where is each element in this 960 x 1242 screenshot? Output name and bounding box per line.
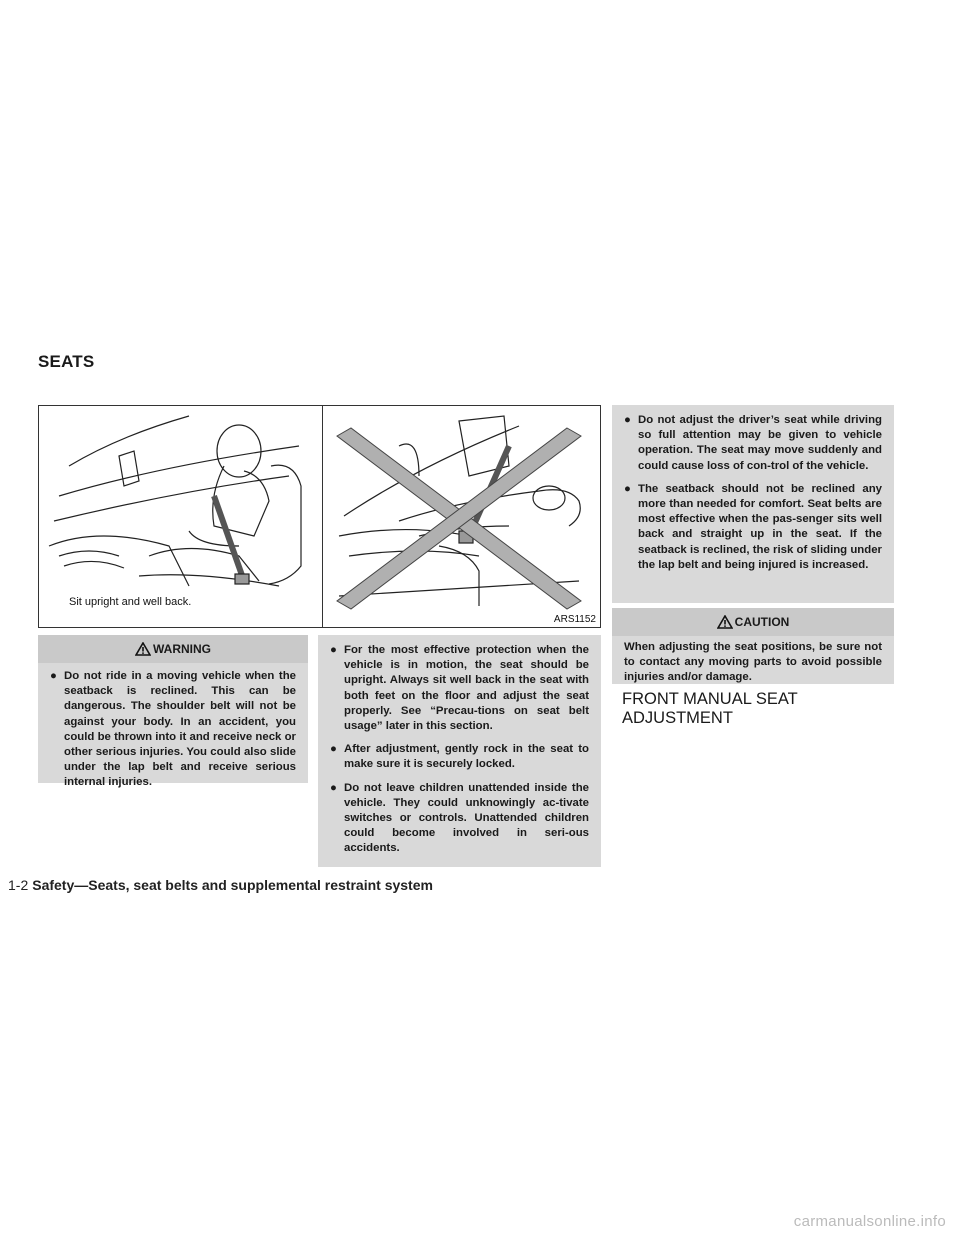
warning-col1-body: [38, 663, 308, 799]
caution-header: [612, 608, 894, 636]
page-footer: [8, 877, 433, 893]
warning-title: WARNING: [153, 642, 211, 656]
footer-chapter: Safety—Seats, seat belts and supplemental restraint system: [32, 877, 433, 893]
subsection-title-line1: FRONT MANUAL SEAT: [622, 690, 798, 708]
warning-icon: [135, 642, 151, 656]
page-number: 1-2: [8, 877, 29, 893]
warning-bullet-text: The seatback should not be reclined any more than needed for comfort. Seat belts are most effective when the pas-senger sits well back and straight up in the seat. If the seatback is reclined, the risk of sliding under the lap belt and being injured is increased.: [638, 482, 882, 571]
warning-bullet-text: For the most effective protection when the vehicle is in motion, the seat should be upright. Always sit well back in the seat with both feet on the floor and adjust the seat properly. See “Precau-tions on seat belt usage” later in this section.: [344, 644, 589, 733]
warning-bullet: [50, 669, 296, 791]
warning-bullet: [624, 413, 882, 474]
warning-bullet: [624, 482, 882, 573]
caution-text: When adjusting the seat positions, be sure not to contact any moving parts to avoid possible injuries and/or damage.: [624, 641, 882, 684]
warning-bullet-text: Do not ride in a moving vehicle when the seatback is reclined. This can be dangerous. The shoulder belt will not be against your body. In an accident, you could be thrown into it and receive neck or other serious injuries. You could also slide under the lap belt and receive serious internal injuries.: [64, 670, 296, 789]
caution-body: [612, 636, 894, 694]
warning-continuation-col2: [318, 635, 601, 867]
warning-bullet-text: Do not adjust the driver’s seat while driving so full attention may be given to vehicle operation. The seat may move suddenly and could cause loss of con-trol of the vehicle.: [638, 414, 882, 472]
subsection-title-line2: ADJUSTMENT: [622, 709, 733, 727]
bullet-mark: ●: [624, 414, 631, 426]
section-heading: SEATS: [38, 352, 95, 371]
caution-icon: [717, 615, 733, 629]
figure-code: ARS1152: [553, 614, 596, 625]
bullet-mark: ●: [50, 670, 57, 682]
warning-continuation-col3: [612, 405, 894, 603]
bullet-mark: ●: [624, 482, 631, 495]
warning-col2-body: [318, 635, 601, 865]
caution-title: CAUTION: [734, 615, 790, 629]
seat-illustration-figure: [38, 405, 601, 628]
warning-bullet: [330, 742, 589, 772]
subsection-title: [622, 690, 798, 728]
bullet-mark: ●: [330, 743, 337, 756]
warning-col3-body: [612, 405, 894, 581]
warning-bullet-text: Do not leave children unattended inside the vehicle. They could unknowingly ac-tivate switches or controls. Unattended children could become involved in seri-ous accidents.: [344, 781, 589, 855]
figure-caption: Sit upright and well back.: [69, 596, 192, 608]
seat-illustration: [39, 406, 600, 627]
figure-divider: [322, 406, 323, 627]
bullet-mark: ●: [330, 781, 337, 794]
warning-bullet-text: After adjustment, gently rock in the seat to make sure it is securely locked.: [344, 743, 589, 771]
warning-header: [38, 635, 308, 663]
warning-bullet: [330, 643, 589, 734]
watermark: carmanualsonline.info: [793, 1213, 946, 1230]
caution-box: [612, 608, 894, 684]
warning-box: [38, 635, 308, 789]
bullet-mark: ●: [330, 644, 337, 656]
warning-bullet: [330, 781, 589, 857]
